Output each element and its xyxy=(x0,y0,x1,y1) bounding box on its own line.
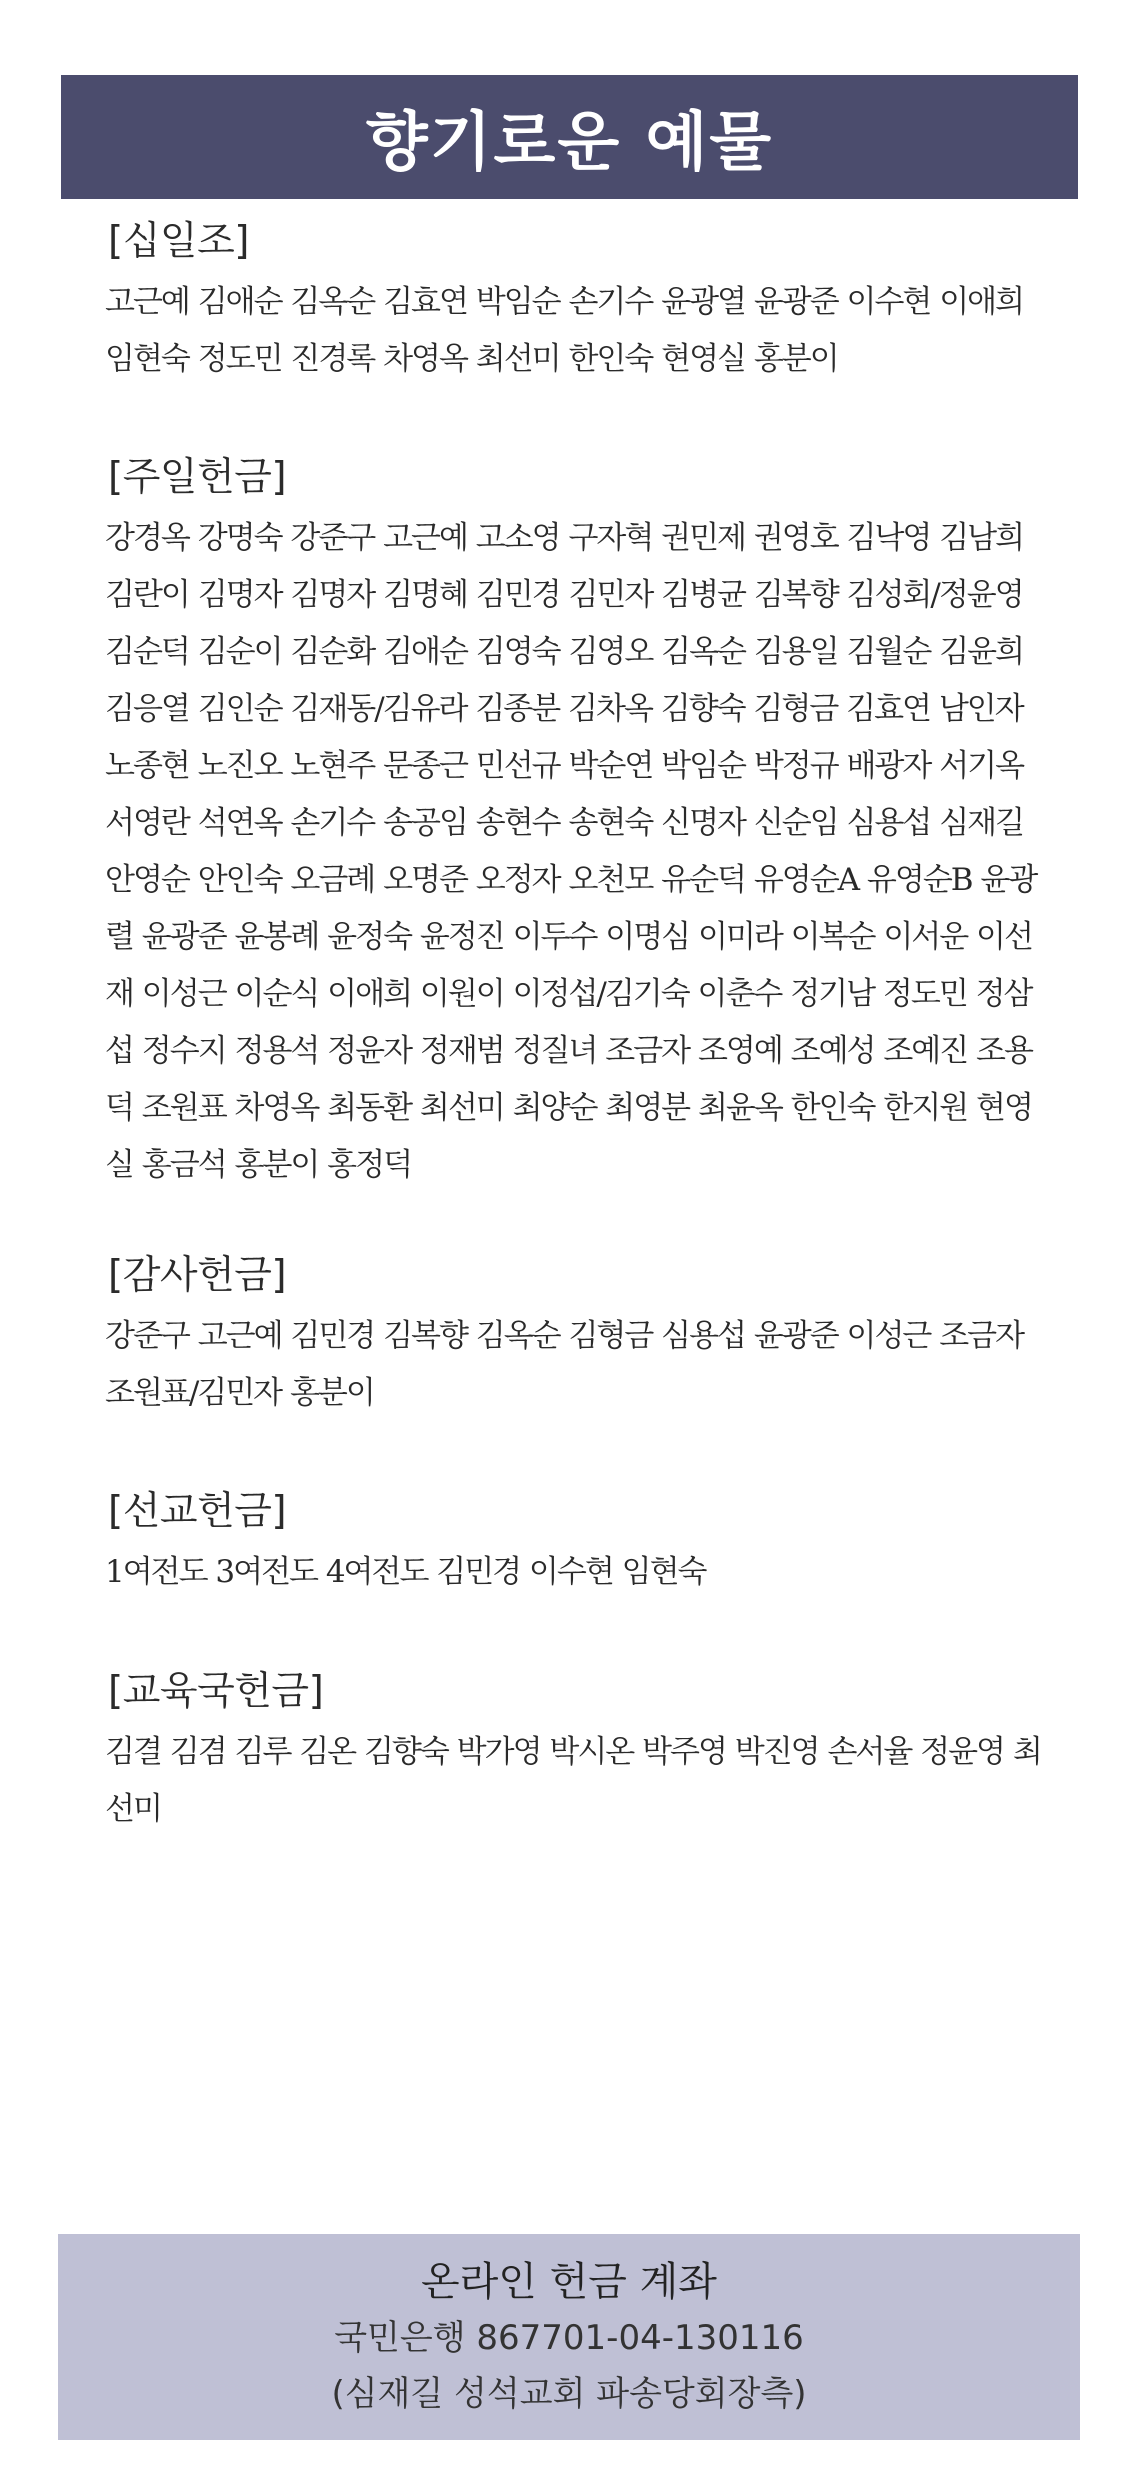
section-thanks-offering xyxy=(105,1252,1055,1422)
page-title: 향기로운 예물 xyxy=(365,106,774,180)
section-names-thanks-offering: 강준구 고근예 김민경 김복향 김옥순 김형금 심용섭 윤광준 이성근 조금자 조원표/김민자 홍분이 xyxy=(105,1318,1024,1411)
section-names-sunday-offering: 강경옥 강명숙 강준구 고근예 고소영 구자혁 권민제 권영호 김낙영 김남희 김란이 김명자 김명자 김명혜 김민경 김민자 김병균 김복향 김성회/정윤영 김순덕 김순이 김순화 김애순 김영숙 김영오 김옥순 김용일 김월순 김윤희 김응열 김인순 김재동/김유라 김종분 김차옥 김향숙 김형금 김효연 남인자 노종현 노진오 노현주 문종근 민선규 박순연 박임순 박정규 배광자 서기옥 서영란 석연옥 손기수 송공임 송현수 송현숙 신명자 신순임 심용섭 심재길 안영순 안인숙 오금례 오명준 오정자 오천모 유순덕 유영순A 유영순B 윤광렬 윤광준 윤봉례 윤정숙 윤정진 이두수 이명심 이미라 이복순 이서운 이선재 이성근 이순식 이애희 이원이 이정섭/김기숙 이춘수 정기남 정도민 정삼섭 정수지 정용석 정윤자 정재범 정질녀 조금자 조영예 조예성 조예진 조용덕 조원표 차영옥 최동환 최선미 최양순 최영분 최윤옥 한인숙 한지원 현영실 홍금석 홍분이 홍정덕 xyxy=(105,520,1037,1183)
account-holder: (심재길 성석교회 파송당회장측) xyxy=(331,2374,807,2414)
section-names-tithe: 고근예 김애순 김옥순 김효연 박임순 손기수 윤광열 윤광준 이수현 이애희 임현숙 정도민 진경록 차영옥 최선미 한인숙 현영실 홍분이 xyxy=(105,284,1024,377)
title-banner xyxy=(61,75,1078,199)
section-names-education-offering: 김결 김겸 김루 김온 김향숙 박가영 박시온 박주영 박진영 손서율 정윤영 최선미 xyxy=(105,1734,1041,1827)
section-names-mission-offering: 1여전도 3여전도 4여전도 김민경 이수현 임현숙 xyxy=(105,1554,706,1590)
online-offering-account-box xyxy=(58,2234,1080,2440)
account-bank-number: 국민은행 867701-04-130116 xyxy=(334,2318,804,2358)
account-title: 온라인 헌금 계좌 xyxy=(421,2259,717,2305)
section-education-offering xyxy=(105,1668,1055,1838)
section-heading-education-offering: [교육국헌금] xyxy=(108,1669,324,1714)
section-heading-thanks-offering: [감사헌금] xyxy=(108,1253,287,1298)
section-sunday-offering xyxy=(105,454,1055,1194)
section-mission-offering xyxy=(105,1488,1055,1601)
section-heading-sunday-offering: [주일헌금] xyxy=(108,455,287,500)
section-heading-tithe: [십일조] xyxy=(108,219,249,264)
section-tithe xyxy=(105,218,1055,388)
section-heading-mission-offering: [선교헌금] xyxy=(108,1489,287,1534)
